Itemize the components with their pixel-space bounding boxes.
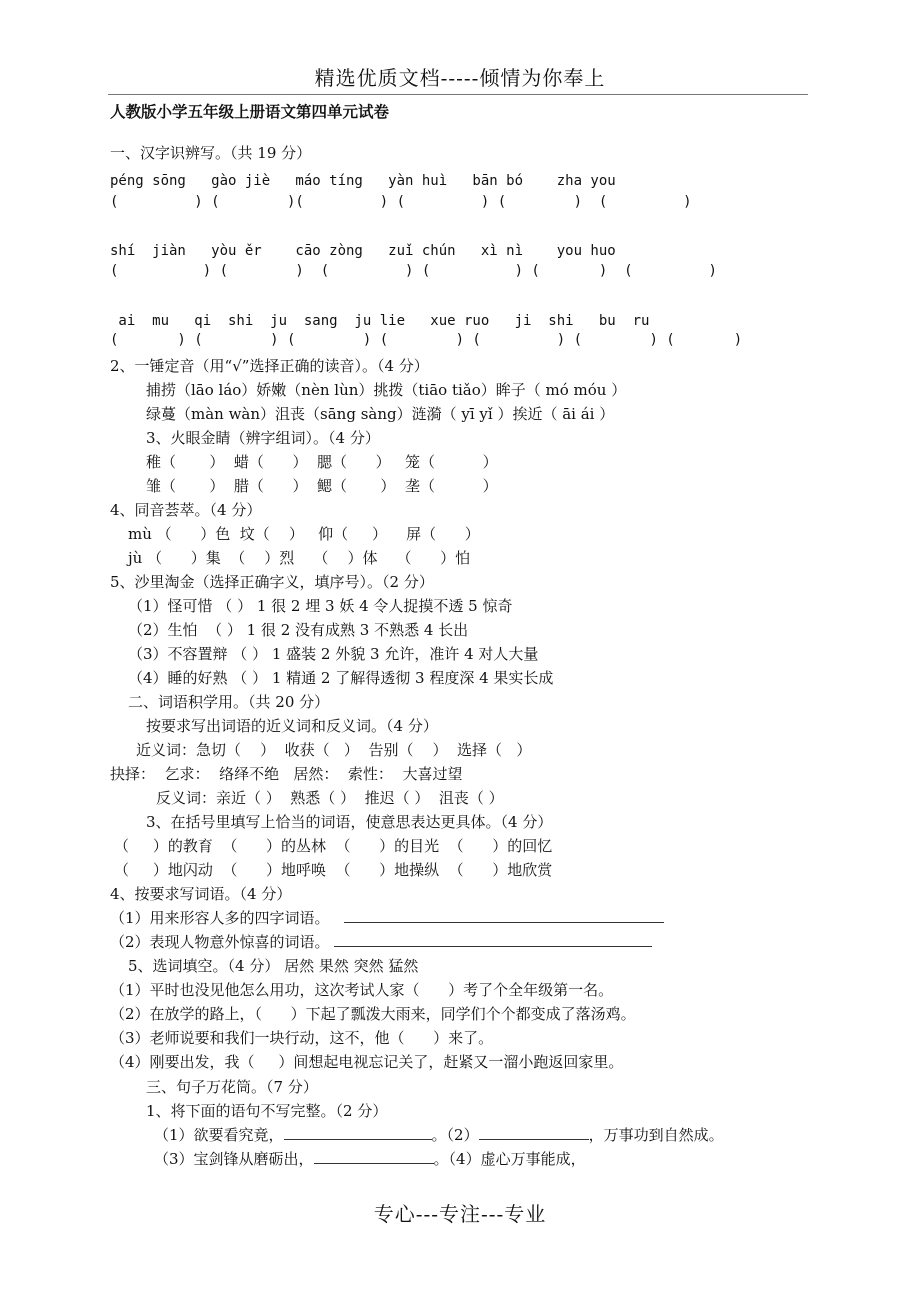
section1-heading: 一、汉字识辨写。（共 19 分） bbox=[110, 144, 312, 162]
antonym-row: 反义词：亲近（ ） 熟悉（ ） 推迟（ ） 沮丧（ ） bbox=[156, 789, 504, 807]
section2-heading: 二、词语积学用。（共 20 分） bbox=[128, 693, 330, 711]
complete-line-2-b: 。（4）虚心万事能成， bbox=[433, 1150, 586, 1168]
answer-brackets-row-1: ( ) ( )( ) ( ) ( ) ( ) bbox=[110, 194, 692, 210]
answer-line[interactable] bbox=[314, 1149, 434, 1164]
q4b-item-2-text: （2）表现人物意外惊喜的词语。 bbox=[110, 933, 330, 951]
q3-row-2: 雏（ ） 腊（ ） 鳃（ ） 垄（ ） bbox=[146, 477, 498, 495]
q4-heading: 4、同音荟萃。（4 分） bbox=[110, 501, 262, 519]
page-header: 精选优质文档-----倾情为你奉上 bbox=[314, 66, 606, 90]
pinyin-row-2: shí jiàn yòu ěr cāo zòng zuǐ chún xì nì you huo bbox=[110, 243, 616, 259]
word-choices-row: 抉择： 乞求： 络绎不绝 居然： 索性： 大喜过望 bbox=[110, 765, 463, 783]
answer-line[interactable] bbox=[479, 1125, 589, 1140]
q5-heading: 5、沙里淘金（选择正确字义，填序号）。（2 分） bbox=[110, 573, 434, 591]
answer-line[interactable] bbox=[334, 932, 652, 947]
answer-line[interactable] bbox=[344, 908, 664, 923]
q5-item: （1）怪可惜 （ ） 1 很 2 埋 3 妖 4 令人捉摸不透 5 惊奇 bbox=[128, 597, 513, 615]
section3-heading: 三、句子万花筒。（7 分） bbox=[146, 1078, 318, 1096]
page-footer: 专心---专注---专业 bbox=[373, 1202, 547, 1226]
q5b-item: （4）刚要出发，我（ ）间想起电视忘记关了，赶紧又一溜小跑返回家里。 bbox=[110, 1053, 624, 1071]
q5b-item: （1）平时也没见他怎么用功，这次考试人家（ ）考了个全年级第一名。 bbox=[110, 981, 614, 999]
synonym-row: 近义词：急切（ ） 收获（ ） 告别（ ） 选择（ ） bbox=[136, 741, 532, 759]
section2-sub3: 3、在括号里填写上恰当的词语，使意思表达更具体。（4 分） bbox=[146, 813, 553, 831]
q2-heading: 2、一锤定音（用“√”选择正确的读音）。（4 分） bbox=[110, 357, 429, 375]
q4b-item-1 bbox=[110, 908, 664, 928]
fill-row-2: （ ）地闪动 （ ）地呼唤 （ ）地操纵 （ ）地欣赏 bbox=[114, 861, 553, 879]
complete-line-2 bbox=[154, 1149, 586, 1169]
q3-row-1: 稚（ ） 蜡（ ） 腮（ ） 笼（ ） bbox=[146, 453, 498, 471]
q5b-item: （2）在放学的路上，（ ）下起了瓢泼大雨来，同学们个个都变成了落汤鸡。 bbox=[110, 1005, 636, 1023]
complete-line-1 bbox=[154, 1125, 724, 1145]
q3-heading: 3、火眼金睛（辨字组词）。（4 分） bbox=[146, 429, 380, 447]
fill-row-1: （ ）的教育 （ ）的丛林 （ ）的目光 （ ）的回忆 bbox=[114, 837, 553, 855]
complete-line-1-a: （1）欲要看究竟， bbox=[154, 1126, 284, 1144]
pinyin-row-3: ai mu qi shi ju sang ju lie xue ruo ji shi bu ru bbox=[110, 313, 650, 329]
q5-item: （4）睡的好熟 （ ） 1 精通 2 了解得透彻 3 程度深 4 果实长成 bbox=[128, 669, 554, 687]
answer-line[interactable] bbox=[284, 1125, 432, 1140]
pinyin-row-1: péng sōng gào jiè máo tíng yàn huì bān bó zha you bbox=[110, 173, 616, 189]
q2-line-1: 捕捞（lāo láo）娇嫩（nèn lùn）挑拨（tiāo tiǎo）眸子（ mó móu ） bbox=[146, 381, 627, 399]
header-divider bbox=[108, 94, 808, 95]
section3-sub1: 1、将下面的语句不写完整。（2 分） bbox=[146, 1102, 388, 1120]
complete-line-1-b: 。（2） bbox=[431, 1126, 479, 1144]
complete-line-1-c: ，万事功到自然成。 bbox=[588, 1126, 724, 1144]
q5-item: （2）生怕 （ ） 1 很 2 没有成熟 3 不熟悉 4 长出 bbox=[128, 621, 469, 639]
section2-sub1: 按要求写出词语的近义词和反义词。（4 分） bbox=[146, 717, 438, 735]
q4b-item-1-text: （1）用来形容人多的四字词语。 bbox=[110, 909, 330, 927]
q4-row-1: mù （ ）色 坟（ ） 仰（ ） 屏（ ） bbox=[128, 525, 480, 543]
q5b-item: （3）老师说要和我们一块行动，这不，他（ ）来了。 bbox=[110, 1029, 494, 1047]
q5b-heading: 5、选词填空。（4 分） 居然 果然 突然 猛然 bbox=[128, 957, 419, 975]
q4b-heading: 4、按要求写词语。（4 分） bbox=[110, 885, 292, 903]
exam-title: 人教版小学五年级上册语文第四单元试卷 bbox=[110, 102, 390, 121]
q5-item: （3）不容置辩 （ ） 1 盛装 2 外貌 3 允许，准许 4 对人大量 bbox=[128, 645, 539, 663]
answer-brackets-row-3: ( ) ( ) ( ) ( ) ( ) ( ) ( ) bbox=[110, 332, 743, 348]
q4-row-2: jù （ ）集 （ ）烈 （ ）体 （ ）怕 bbox=[128, 549, 471, 567]
answer-brackets-row-2: ( ) ( ) ( ) ( ) ( ) ( ) bbox=[110, 263, 717, 279]
complete-line-2-a: （3）宝剑锋从磨砺出， bbox=[154, 1150, 314, 1168]
q2-line-2: 绿蔓（màn wàn）沮丧（sāng sàng）涟漪（ yī yǐ ）挨近（ āi ái ） bbox=[146, 405, 615, 423]
q4b-item-2 bbox=[110, 932, 652, 952]
